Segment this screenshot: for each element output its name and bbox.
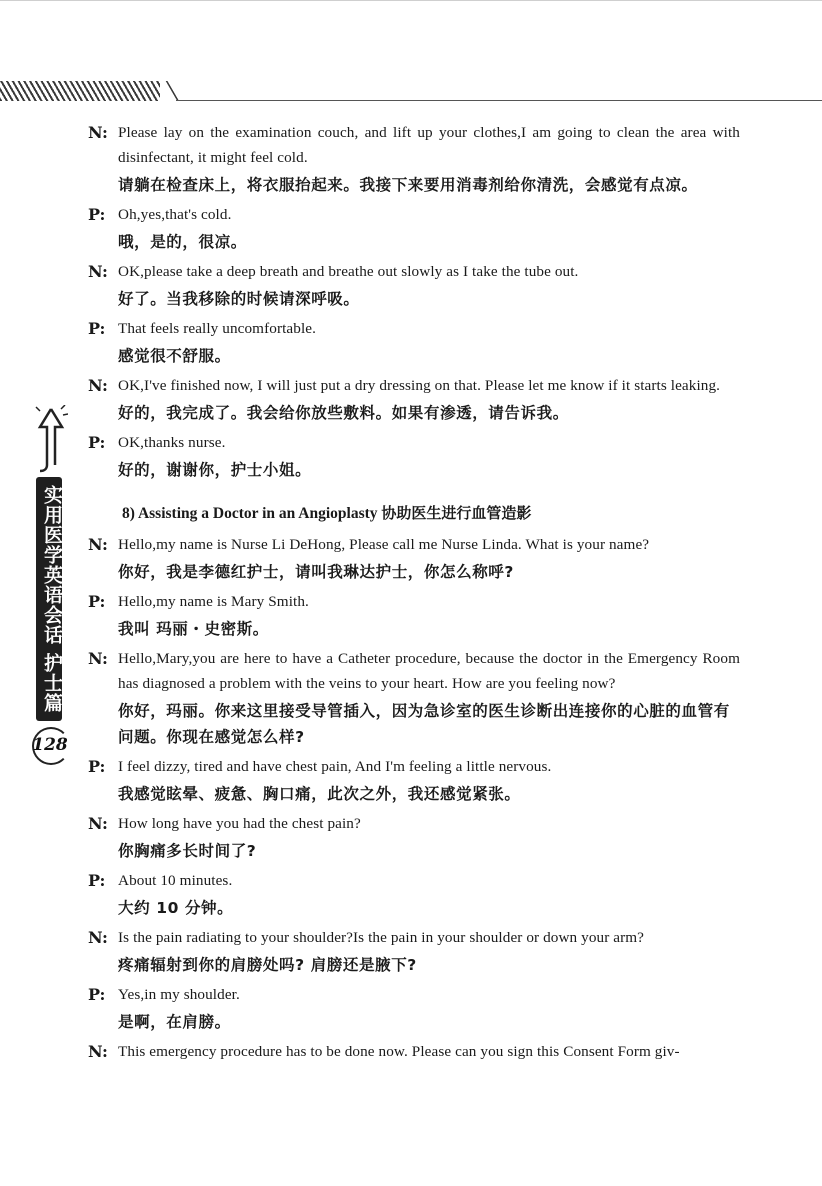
dialogue-turn [88,532,740,585]
speaker-label: P: [88,985,106,1004]
dialogue-turn [88,430,740,483]
dialogue-turn [88,373,740,426]
english-line: OK,I've finished now, I will just put a dry dressing on that. Please let me know if it starts leaking. [118,377,721,394]
chinese-translation: 是啊，在肩膀。 [118,1013,231,1031]
section-number: 8) [122,505,135,522]
speaker-label: P: [88,319,106,338]
speaker-label: P: [88,433,106,452]
dialogue-turn [88,202,740,255]
section-heading [122,501,740,526]
dialogue-turn [88,316,740,369]
chinese-translation: 你好，我是李德红护士，请叫我琳达护士，你怎么称呼? [118,563,514,581]
english-line: Please lay on the examination couch, and lift up your clothes,I am going to clean the area with disinfectant, it might feel cold. [118,124,740,166]
english-line: Oh,yes,that's cold. [118,206,232,223]
side-tab [30,405,70,775]
speaker-label: N: [88,814,108,833]
chinese-translation: 我感觉眩晕、疲惫、胸口痛，此次之外，我还感觉紧张。 [118,785,521,803]
chinese-translation: 你好，玛丽。你来这里接受导管插入，因为急诊室的医生诊断出连接你的心脏的血管有问题。你现在感觉怎么样? [118,702,730,746]
book-title-vertical: 实用医学英语会话 护士篇 [36,477,62,721]
speaker-label: N: [88,123,108,142]
english-line: OK,thanks nurse. [118,434,226,451]
chinese-translation: 感觉很不舒服。 [118,347,231,365]
page-header [0,0,822,105]
speaker-label: P: [88,757,106,776]
english-line: Hello,Mary,you are here to have a Catheter procedure, because the doctor in the Emergency Room has diagnosed a problem with the veins to your heart. How are you feeling now? [118,650,740,692]
section-title-zh: 协助医生进行血管造影 [381,504,532,522]
chinese-translation: 大约 10 分钟。 [118,899,234,917]
dialogue-turn [88,811,740,864]
speaker-label: N: [88,535,108,554]
page-content [88,120,740,1068]
dialogue-turn [88,982,740,1035]
chinese-translation: 哦，是的，很凉。 [118,233,247,251]
english-line: I feel dizzy, tired and have chest pain, And I'm feeling a little nervous. [118,758,552,775]
chinese-translation: 疼痛辐射到你的肩膀处吗? 肩膀还是腋下? [118,956,417,974]
chinese-translation: 请躺在检查床上，将衣服抬起来。我接下来要用消毒剂给你清洗，会感觉有点凉。 [118,176,698,194]
english-line: OK,please take a deep breath and breathe out slowly as I take the tube out. [118,263,579,280]
speaker-label: P: [88,871,106,890]
dialogue-turn [88,754,740,807]
speaker-label: P: [88,592,106,611]
chinese-translation: 我叫 玛丽・史密斯。 [118,620,269,638]
dialogue-turn [88,646,740,750]
english-line: Hello,my name is Nurse Li DeHong, Please call me Nurse Linda. What is your name? [118,536,650,553]
chinese-translation: 好了。当我移除的时候请深呼吸。 [118,290,360,308]
english-line: About 10 minutes. [118,872,233,889]
speaker-label: N: [88,649,108,668]
english-line: Yes,in my shoulder. [118,986,240,1003]
dialogue-turn [88,925,740,978]
speaker-label: N: [88,262,108,281]
dialogue-turn [88,259,740,312]
section-title-en: Assisting a Doctor in an Angioplasty [137,505,378,522]
speaker-label: N: [88,376,108,395]
english-line: That feels really uncomfortable. [118,320,317,337]
dialogue-turn [88,868,740,921]
header-hatch-end [160,81,184,101]
english-line: How long have you had the chest pain? [118,815,361,832]
speaker-label: N: [88,928,108,947]
english-line: Is the pain radiating to your shoulder?Is the pain in your shoulder or down your arm? [118,929,645,946]
chinese-translation: 好的，我完成了。我会给你放些敷料。如果有渗透，请告诉我。 [118,404,569,422]
dialogue-turn [88,1039,740,1064]
header-rule [176,100,822,101]
english-line: This emergency procedure has to be done now. Please can you sign this Consent Form giv- [118,1043,680,1060]
chinese-translation: 好的，谢谢你，护士小姐。 [118,461,312,479]
speaker-label: P: [88,205,106,224]
english-line: Hello,my name is Mary Smith. [118,593,309,610]
dialogue-turn [88,589,740,642]
chinese-translation: 你胸痛多长时间了? [118,842,257,860]
header-hatch-decoration [0,81,172,101]
page-number: 128 [32,735,68,755]
arrow-up-icon [34,405,68,475]
speaker-label: N: [88,1042,108,1061]
dialogue-turn [88,120,740,198]
